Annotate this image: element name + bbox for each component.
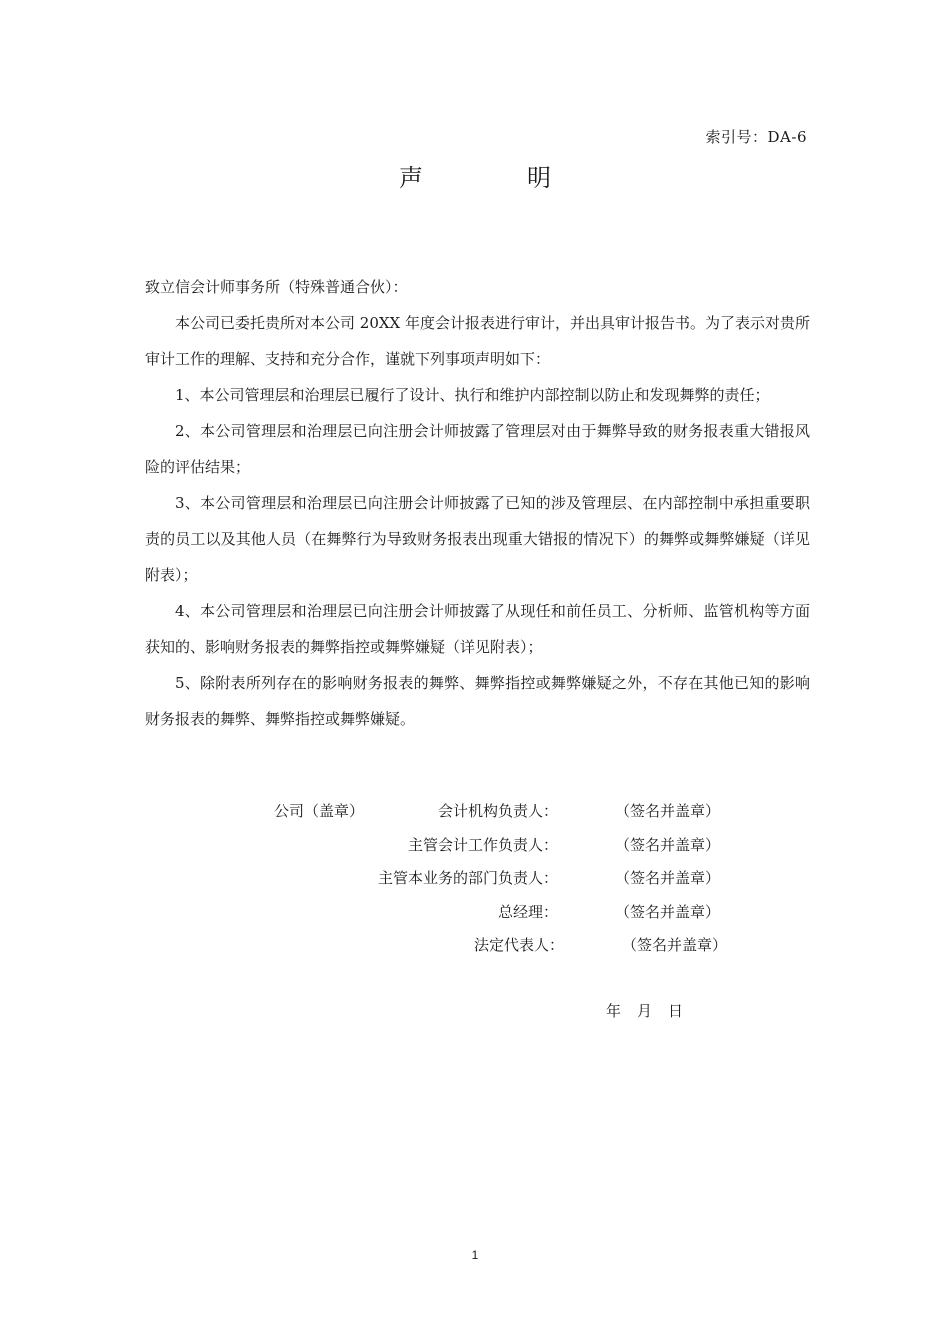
signature-note-accounting-supervisor: （签名并盖章） [615, 836, 721, 854]
paragraph-item-3: 3、本公司管理层和治理层已向注册会计师披露了已知的涉及管理层、在内部控制中承担重要职责的员工以及其他人员（在舞弊行为导致财务报表出现重大错报的情况下）的舞弊或舞弊嫌疑（详见附表）； [145, 494, 810, 584]
paragraph-item-5: 5、除附表所列存在的影响财务报表的舞弊、舞弊指控或舞弊嫌疑之外，不存在其他已知的影响财务报表的舞弊、舞弊指控或舞弊嫌疑。 [145, 674, 810, 728]
addressee: 致立信会计师事务所（特殊普通合伙）： [145, 278, 408, 296]
paragraph-item-1: 1、本公司管理层和治理层已履行了设计、执行和维护内部控制以防止和发现舞弊的责任； [175, 386, 770, 404]
title-char-1: 声 [399, 164, 423, 192]
signature-label-accounting-supervisor: 主管会计工作负责人： [407, 836, 558, 854]
signature-label-department-head: 主管本业务的部门负责人： [377, 869, 558, 887]
date-month: 月 [637, 1002, 653, 1020]
paragraph-intro: 本公司已委托贵所对本公司 20XX 年度会计报表进行审计，并出具审计报告书。为了表示对贵所审计工作的理解、支持和充分合作，谨就下列事项声明如下： [145, 314, 810, 368]
document-title [0, 158, 950, 193]
date-day: 日 [668, 1002, 684, 1020]
company-seal-label: 公司（盖章） [274, 802, 365, 820]
title-char-2: 明 [527, 164, 551, 192]
paragraph-item-4: 4、本公司管理层和治理层已向注册会计师披露了从现任和前任员工、分析师、监管机构等方面获知的、影响财务报表的舞弊指控或舞弊嫌疑（详见附表）； [145, 602, 810, 656]
signature-note-accounting-head: （签名并盖章） [615, 802, 721, 820]
signature-label-accounting-head: 会计机构负责人： [437, 802, 558, 820]
index-number: 索引号：DA-6 [705, 128, 807, 146]
date-line [606, 994, 699, 1028]
date-year: 年 [606, 1002, 622, 1020]
signature-label-legal-representative: 法定代表人： [473, 936, 564, 954]
signature-note-department-head: （签名并盖章） [615, 869, 721, 887]
signature-note-legal-representative: （签名并盖章） [622, 936, 728, 954]
paragraph-item-2: 2、本公司管理层和治理层已向注册会计师披露了管理层对由于舞弊导致的财务报表重大错报风险的评估结果； [145, 422, 810, 476]
page-number: 1 [471, 1248, 479, 1262]
signature-label-general-manager: 总经理： [497, 903, 558, 921]
signature-note-general-manager: （签名并盖章） [615, 903, 721, 921]
